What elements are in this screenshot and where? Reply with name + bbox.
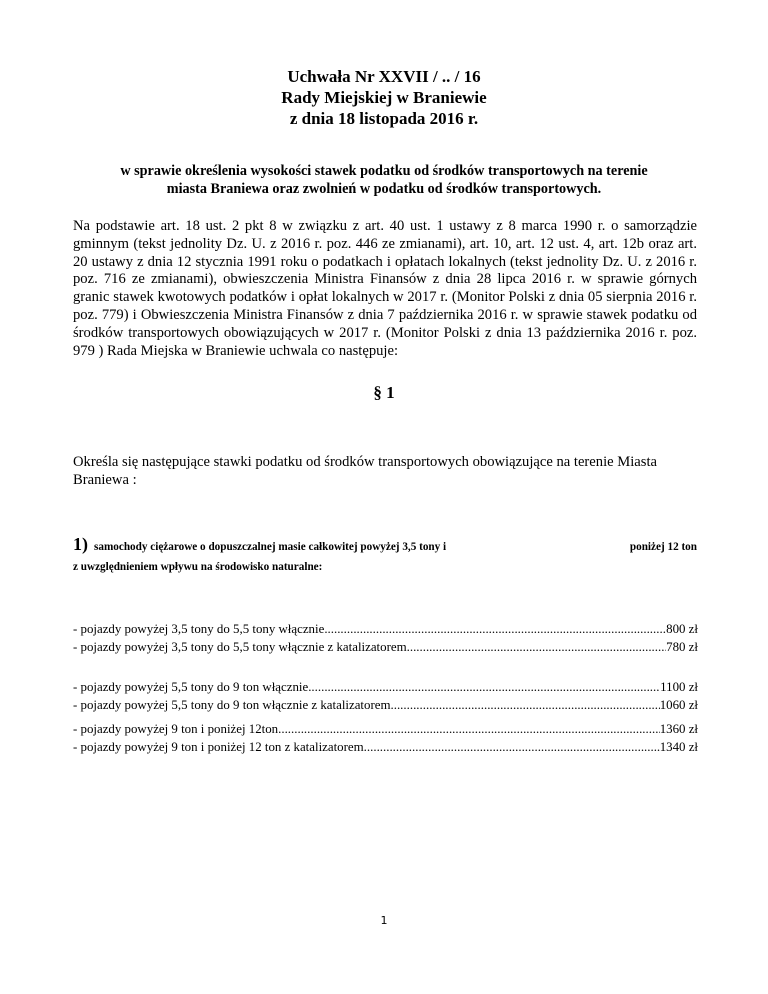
page-number: 1 xyxy=(380,914,388,927)
subject-line-2: miasta Braniewa oraz zwolnień w podatku od środków transportowych. xyxy=(166,181,602,197)
rate-label: - pojazdy powyżej 5,5 tony do 9 ton włącznie z katalizatorem xyxy=(73,697,391,712)
rate-amount: 1100 zł xyxy=(660,680,698,694)
rate-row xyxy=(73,697,698,715)
resolution-subject xyxy=(70,162,698,198)
rate-row xyxy=(73,621,698,639)
category-title-part-1: samochody ciężarowe o dopuszczalnej masie całkowitej powyżej 3,5 tony i xyxy=(94,541,447,553)
leader-dots xyxy=(391,697,660,715)
leader-dots xyxy=(308,679,660,697)
resolution-date: z dnia 18 listopada 2016 r. xyxy=(289,109,479,128)
category-title-line-2: z uwzględnieniem wpływu na środowisko naturalne: xyxy=(73,561,323,573)
resolution-header xyxy=(0,66,768,129)
council-name: Rady Miejskiej w Braniewie xyxy=(281,88,487,107)
intro-paragraph: Określa się następujące stawki podatku od środków transportowych obowiązujące na terenie Miasta Braniewa : xyxy=(73,454,657,488)
leader-dots xyxy=(407,639,667,657)
subject-line-1: w sprawie określenia wysokości stawek podatku od środków transportowych na terenie xyxy=(120,163,648,179)
rate-label: - pojazdy powyżej 5,5 tony do 9 ton włącznie xyxy=(73,680,309,694)
leader-dots xyxy=(324,621,666,639)
rate-amount: 780 zł xyxy=(666,639,698,654)
rate-label: - pojazdy powyżej 9 ton i poniżej 12ton xyxy=(73,722,279,736)
rate-group-3 xyxy=(73,721,698,756)
rate-amount: 1340 zł xyxy=(659,739,698,754)
rate-row xyxy=(73,639,698,657)
resolution-number: Uchwała Nr XXVII / .. / 16 xyxy=(287,67,481,86)
rate-amount: 1360 zł xyxy=(659,722,698,736)
category-heading xyxy=(73,534,697,577)
rate-row xyxy=(73,721,698,739)
rate-label: - pojazdy powyżej 9 ton i poniżej 12 ton z katalizatorem xyxy=(73,739,364,754)
rate-group-2 xyxy=(73,679,698,714)
rate-row xyxy=(73,679,698,697)
section-heading: § 1 xyxy=(373,383,395,402)
rate-label: - pojazdy powyżej 3,5 tony do 5,5 tony włącznie z katalizatorem xyxy=(73,639,407,654)
rate-label: - pojazdy powyżej 3,5 tony do 5,5 tony włącznie xyxy=(73,622,325,636)
rate-amount: 800 zł xyxy=(666,622,698,636)
rate-amount: 1060 zł xyxy=(659,697,698,712)
leader-dots xyxy=(364,739,660,757)
rate-row xyxy=(73,739,698,757)
category-number: 1) xyxy=(73,534,88,554)
leader-dots xyxy=(278,721,660,739)
legal-basis-paragraph: Na podstawie art. 18 ust. 2 pkt 8 w związku z art. 40 ust. 1 ustawy z 8 marca 1990 r. o samorządzie gminnym (tekst jednolity Dz. U. z 2016 r. poz. 446 ze zmianami), art. 10, art. 12 ust. 4, art. 12b oraz art. 20 ustawy z dnia 12 stycznia 1991 roku o podatkach i opłatach lokalnych (tekst jednolity Dz. U. z 2016 r. poz. 716 ze zmianami), obwieszczenia Ministra Finansów z dnia 28 lipca 2016 r. w sprawie górnych granic stawek kwotowych podatków i opłat lokalnych w 2017 r. (Monitor Polski z dnia 05 sierpnia 2016 r. poz. 779) i Obwieszczenia Ministra Finansów z dnia 7 października 2016 r. w sprawie stawek podatku od środków transportowych obowiązujących w 2017 r. (Monitor Polski z dnia 13 października 2016 r. poz. 979 ) Rada Miejska w Braniewie uchwala co następuje: xyxy=(73,218,697,359)
rate-group-1 xyxy=(73,621,698,656)
category-title-part-2: poniżej 12 ton xyxy=(629,541,697,553)
